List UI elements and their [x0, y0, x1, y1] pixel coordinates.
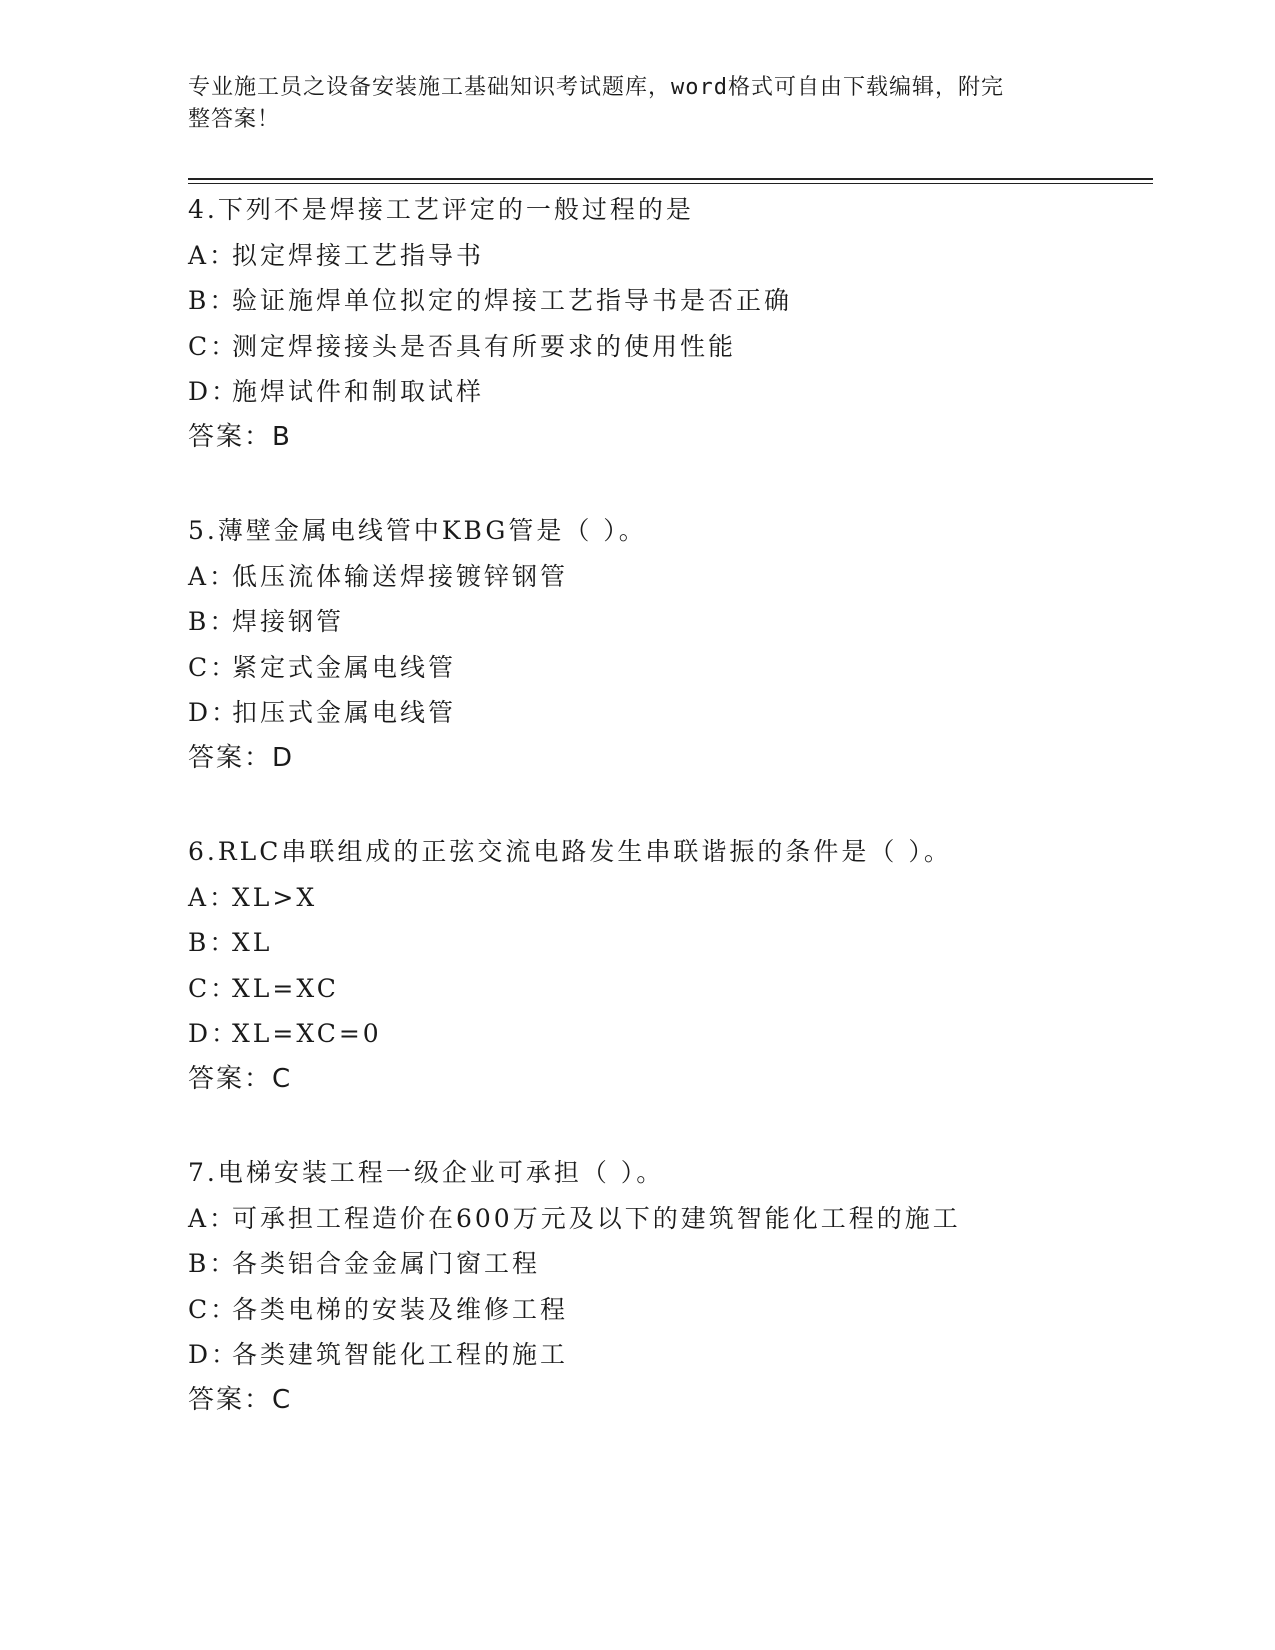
- option-text: 扣压式金属电线管: [232, 698, 457, 727]
- option-text: XL>X: [232, 882, 318, 912]
- option-c: [188, 324, 1148, 370]
- option-a: [188, 1196, 1148, 1242]
- option-letter: C：: [188, 1294, 239, 1324]
- option-letter: A：: [188, 1203, 238, 1233]
- question-stem: 4.下列不是焊接工艺评定的一般过程的是: [188, 195, 694, 224]
- question-stem: 7.电梯安装工程一级企业可承担（ ）。: [188, 1158, 665, 1187]
- header-line-2: 整答案！: [188, 107, 281, 132]
- option-letter: B：: [188, 607, 238, 636]
- header-divider-thin: [188, 183, 1153, 184]
- document-header-note: [188, 72, 1058, 136]
- answer-label: 答案：D: [188, 742, 295, 773]
- option-letter: C：: [188, 973, 239, 1003]
- option-letter: B：: [188, 286, 238, 315]
- answer-label: 答案：C: [188, 1063, 293, 1094]
- option-text: 施焊试件和制取试样: [232, 377, 485, 406]
- header-divider-thick: [188, 178, 1153, 180]
- option-a: [188, 554, 1148, 600]
- option-text: XL: [232, 928, 273, 957]
- answer-label: 答案：B: [188, 421, 292, 452]
- option-b: [188, 920, 1148, 966]
- option-letter: B：: [188, 1249, 238, 1278]
- option-c: [188, 966, 1148, 1012]
- option-letter: A：: [188, 240, 238, 270]
- option-d: [188, 369, 1148, 415]
- question-stem: 6.RLC串联组成的正弦交流电路发生串联谐振的条件是（ ）。: [188, 837, 952, 866]
- option-text: 各类铝合金金属门窗工程: [232, 1249, 541, 1278]
- question-list: [188, 187, 1148, 1471]
- option-d: [188, 690, 1148, 736]
- option-text: XL=XC: [232, 973, 339, 1003]
- option-text: 各类电梯的安装及维修工程: [232, 1294, 569, 1324]
- option-c: [188, 1287, 1148, 1333]
- option-b: [188, 278, 1148, 324]
- question-item: [188, 829, 1148, 1102]
- option-text: 紧定式金属电线管: [232, 652, 457, 682]
- option-text: 验证施焊单位拟定的焊接工艺指导书是否正确: [232, 286, 793, 315]
- option-text: XL=XC=0: [232, 1019, 382, 1048]
- option-letter: C：: [188, 652, 239, 682]
- option-d: [188, 1332, 1148, 1378]
- option-b: [188, 1241, 1148, 1287]
- option-letter: D：: [188, 1340, 240, 1369]
- question-item: [188, 1150, 1148, 1423]
- option-text: 拟定焊接工艺指导书: [232, 240, 485, 270]
- option-letter: D：: [188, 698, 240, 727]
- option-text: 测定焊接接头是否具有所要求的使用性能: [232, 331, 737, 361]
- option-letter: D：: [188, 1019, 240, 1048]
- answer-label: 答案：C: [188, 1384, 293, 1415]
- option-d: [188, 1011, 1148, 1057]
- option-letter: A：: [188, 882, 238, 912]
- option-letter: B：: [188, 928, 238, 957]
- option-text: 焊接钢管: [232, 607, 345, 636]
- option-letter: C：: [188, 331, 239, 361]
- option-b: [188, 599, 1148, 645]
- question-item: [188, 187, 1148, 460]
- option-letter: A：: [188, 561, 238, 591]
- option-a: [188, 875, 1148, 921]
- header-line-1: 专业施工员之设备安装施工基础知识考试题库，word格式可自由下载编辑，附完: [188, 75, 1004, 100]
- option-text: 低压流体输送焊接镀锌钢管: [232, 561, 569, 591]
- option-text: 各类建筑智能化工程的施工: [232, 1340, 569, 1369]
- option-letter: D：: [188, 377, 240, 406]
- option-c: [188, 645, 1148, 691]
- option-text: 可承担工程造价在600万元及以下的建筑智能化工程的施工: [232, 1203, 961, 1233]
- question-stem: 5.薄壁金属电线管中KBG管是（ ）。: [188, 516, 647, 545]
- question-item: [188, 508, 1148, 781]
- option-a: [188, 233, 1148, 279]
